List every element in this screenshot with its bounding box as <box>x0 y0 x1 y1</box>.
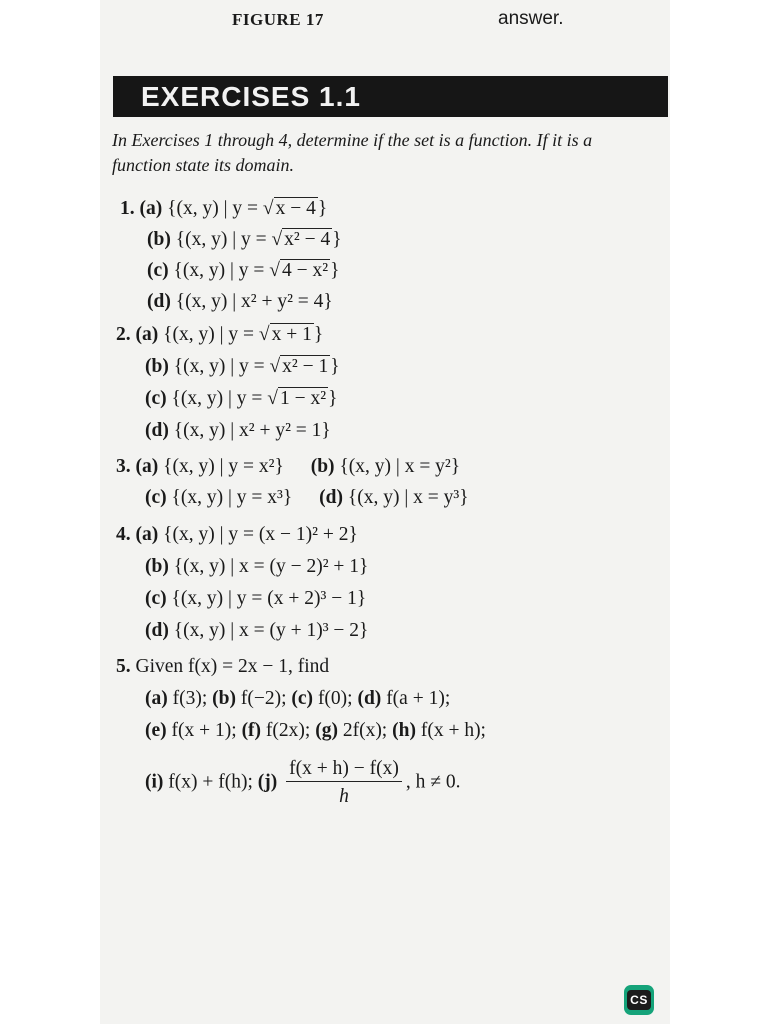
part-label: (h) <box>392 720 416 741</box>
part-label: (j) <box>257 771 278 793</box>
camscanner-logo-inner <box>627 990 651 1010</box>
part-label: (b) <box>212 688 236 709</box>
difference-quotient <box>286 758 402 808</box>
expr-post: } <box>317 198 328 219</box>
camscanner-logo-text: CS <box>630 993 648 1007</box>
part-label: (d) <box>147 291 171 312</box>
part-label: (a) <box>135 456 159 477</box>
part-label: (g) <box>315 720 338 741</box>
ex2-c <box>145 388 337 410</box>
part-label: (d) <box>145 420 169 441</box>
ex-number: 4. <box>116 524 131 545</box>
expr: f(x + 1); <box>171 720 237 741</box>
ex5-row3 <box>145 758 460 808</box>
ex3-row1 <box>116 456 460 478</box>
exercises-banner <box>113 76 668 117</box>
expr-post: } <box>313 324 324 345</box>
part-label: (c) <box>145 588 167 609</box>
part-label: (c) <box>145 388 167 409</box>
part-label: (a) <box>145 688 168 709</box>
expr-post: } <box>332 229 342 250</box>
part-label: (a) <box>135 524 159 545</box>
radicand: 4 − x² <box>281 260 329 281</box>
part-label: (f) <box>241 720 262 741</box>
expr: {(x, y) | y = (x − 1)² + 2} <box>163 524 358 545</box>
ex4-a <box>116 524 358 546</box>
part-label: (c) <box>291 688 314 709</box>
figure-caption: FIGURE 17 <box>232 10 324 29</box>
banner-title: EXERCISES 1.1 <box>141 80 361 112</box>
numerator: f(x + h) − f(x) <box>286 758 402 782</box>
expr: {(x, y) | x = y²} <box>339 456 461 477</box>
part-label: (b) <box>310 456 335 477</box>
radicand: x² − 1 <box>282 356 329 377</box>
expr: {(x, y) | y = (x + 2)³ − 1} <box>171 588 367 609</box>
ex1-d <box>147 291 333 313</box>
part-label: (b) <box>147 229 171 250</box>
ex1-a <box>120 198 327 220</box>
radicand: x − 4 <box>275 198 316 219</box>
ex1-c <box>147 260 339 282</box>
part-label: (c) <box>145 487 167 508</box>
expr: f(a + 1); <box>386 688 451 709</box>
expr: {(x, y) | x² + y² = 1} <box>173 420 331 441</box>
part-label: (d) <box>319 487 343 508</box>
ex4-d <box>145 620 368 642</box>
expr-post: , h ≠ 0. <box>405 771 461 793</box>
part-label: (d) <box>145 620 169 641</box>
ex-number: 1. <box>120 198 135 219</box>
expr: {(x, y) | x² + y² = 4} <box>175 291 333 312</box>
expr: {(x, y) | x = (y − 2)² + 1} <box>173 556 369 577</box>
ex5-intro <box>116 656 329 678</box>
expr: 2f(x); <box>342 720 388 741</box>
part-label: (b) <box>145 556 169 577</box>
ex2-b <box>145 356 340 378</box>
part-label: (b) <box>145 356 169 377</box>
part-label: (c) <box>147 260 169 281</box>
expr: f(x) + f(h); <box>168 771 253 793</box>
expr-pre: {(x, y) | y = √ <box>167 198 274 219</box>
expr: {(x, y) | x = (y + 1)³ − 2} <box>173 620 369 641</box>
expr: f(x + h); <box>420 720 486 741</box>
expr-pre: {(x, y) | y = √ <box>175 229 283 250</box>
ex1-b <box>147 229 342 251</box>
part-label: (a) <box>139 198 163 219</box>
ex5-row2 <box>145 720 486 742</box>
exercise-intro: In Exercises 1 through 4, determine if the set is a function. If it is a function state its domain. <box>112 130 593 175</box>
expr-pre: {(x, y) | y = √ <box>173 356 281 377</box>
expr: {(x, y) | y = x³} <box>171 487 293 508</box>
radicand: x² − 4 <box>284 229 331 250</box>
part-label: (i) <box>145 771 164 793</box>
expr-post: } <box>330 260 340 281</box>
part-label: (a) <box>135 324 159 345</box>
expr: {(x, y) | x = y³} <box>347 487 469 508</box>
ex-number: 2. <box>116 324 131 345</box>
expr-pre: {(x, y) | y = √ <box>173 260 280 281</box>
expr-post: } <box>328 388 338 409</box>
denominator: h <box>339 786 349 807</box>
expr: Given f(x) = 2x − 1, find <box>135 656 330 677</box>
expr: {(x, y) | y = x²} <box>163 456 284 477</box>
expr-pre: {(x, y) | y = √ <box>163 324 270 345</box>
ex-number: 3. <box>116 456 131 477</box>
part-label: (e) <box>145 720 167 741</box>
ex2-a <box>116 324 323 346</box>
ex3-row2 <box>145 487 469 509</box>
ex5-row1 <box>145 688 450 710</box>
expr: f(2x); <box>265 720 311 741</box>
radicand: 1 − x² <box>279 388 327 409</box>
ex2-d <box>145 420 331 442</box>
camscanner-logo <box>624 985 654 1015</box>
answer-text: answer. <box>498 8 564 29</box>
expr: f(0); <box>317 688 353 709</box>
expr: f(−2); <box>240 688 287 709</box>
expr-pre: {(x, y) | y = √ <box>171 388 278 409</box>
expr-post: } <box>330 356 340 377</box>
part-label: (d) <box>357 688 382 709</box>
ex4-b <box>145 556 368 578</box>
ex-number: 5. <box>116 656 131 677</box>
expr: f(3); <box>172 688 208 709</box>
radicand: x + 1 <box>271 324 312 345</box>
ex4-c <box>145 588 366 610</box>
